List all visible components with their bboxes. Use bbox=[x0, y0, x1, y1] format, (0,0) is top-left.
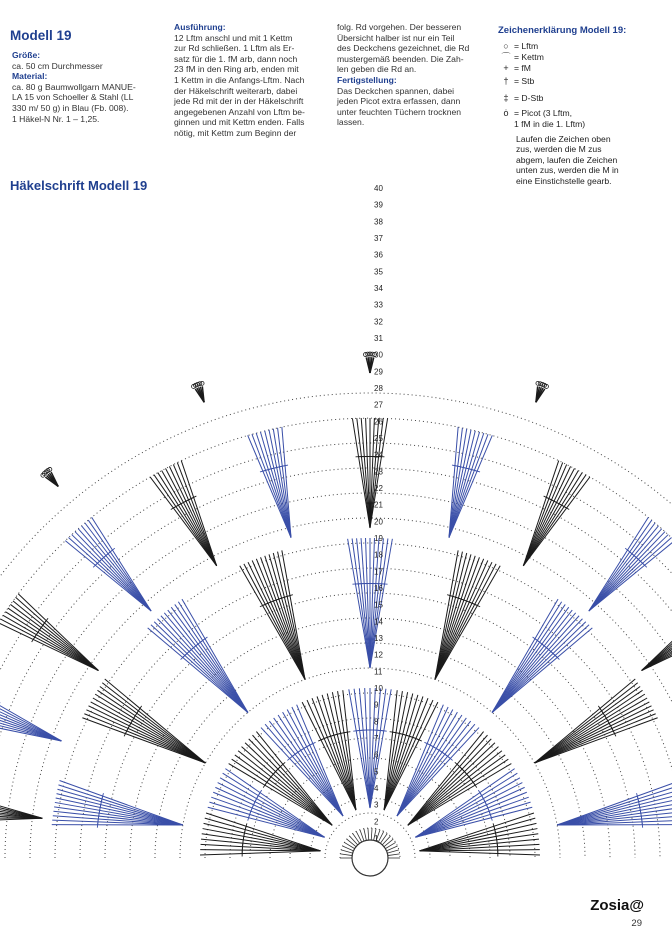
stitch-line bbox=[200, 851, 320, 855]
stitch-line bbox=[435, 553, 467, 679]
ring-stitch bbox=[347, 839, 356, 847]
ring-stitch bbox=[364, 829, 366, 841]
round-number: 20 bbox=[374, 517, 383, 527]
round-number: 6 bbox=[374, 750, 379, 760]
stitch-line bbox=[265, 556, 305, 680]
round-number: 33 bbox=[374, 300, 383, 310]
legend-note-line: unten zus, werden die M in bbox=[516, 165, 619, 176]
stitch-line bbox=[154, 622, 248, 713]
round-number: 2 bbox=[374, 817, 379, 827]
fertigstellung-line: jeden Picot extra erfassen, dann bbox=[337, 96, 461, 107]
stitch-line bbox=[589, 532, 665, 611]
ausfuehrung-line: nötig, mit Kettm zum Beginn der bbox=[174, 127, 297, 138]
chain-arc bbox=[0, 393, 672, 858]
legend-row bbox=[498, 63, 668, 74]
stitch-line bbox=[252, 560, 305, 679]
round-number: 8 bbox=[374, 717, 379, 727]
stitch-line bbox=[177, 462, 216, 565]
stitch-line bbox=[492, 604, 565, 712]
single-crochet-icon: + bbox=[503, 62, 509, 73]
stitch-line bbox=[173, 464, 216, 565]
stitch-line bbox=[154, 475, 217, 566]
ring-stitch bbox=[380, 833, 387, 843]
stitch-line bbox=[150, 477, 217, 566]
symbol-legend bbox=[498, 26, 668, 187]
stitch-line bbox=[283, 712, 343, 816]
stitch-line bbox=[408, 739, 491, 825]
stitch-line bbox=[182, 599, 248, 712]
stitch-line bbox=[158, 473, 217, 566]
stitch-crossbar bbox=[473, 783, 476, 788]
stitch-line bbox=[535, 690, 643, 763]
round-number: 40 bbox=[374, 184, 383, 193]
legend-label: = Picot (3 Lftm, bbox=[514, 107, 573, 118]
double-crochet-icon: † bbox=[503, 76, 509, 87]
round-number: 15 bbox=[374, 600, 383, 610]
stitch-line bbox=[492, 616, 579, 713]
stitch-line bbox=[65, 541, 151, 611]
round-number: 25 bbox=[374, 434, 383, 443]
stitch-line bbox=[523, 473, 582, 566]
round-number: 7 bbox=[374, 734, 379, 743]
ausfuehrung-line: 1 Kettm in die Anfangs-Lftm. Nach bbox=[174, 74, 305, 85]
stitch-line bbox=[72, 535, 151, 611]
stitch-line bbox=[419, 851, 539, 855]
stitch-line bbox=[557, 794, 672, 825]
continuation-column bbox=[337, 22, 489, 128]
round-number: 5 bbox=[374, 767, 379, 777]
stitch-line bbox=[361, 538, 370, 668]
stitch-line bbox=[523, 466, 570, 565]
round-number: 10 bbox=[374, 684, 383, 693]
stitch-line bbox=[359, 688, 370, 808]
legend-label: = D-Stb bbox=[514, 93, 544, 104]
chain-arc bbox=[340, 828, 400, 858]
stitch-line bbox=[408, 764, 512, 826]
ausfuehrung-line: zur Rd schließen. 1 Lftm als Er- bbox=[174, 43, 295, 54]
page-number: 29 bbox=[631, 918, 642, 929]
stitch-line bbox=[492, 613, 576, 713]
stitch-line bbox=[171, 607, 248, 712]
stitch-line bbox=[535, 702, 650, 763]
legend-label: 1 fM in die 1. Lftm) bbox=[514, 118, 586, 129]
ausfuehrung-heading: Ausführung: bbox=[174, 22, 226, 32]
legend-heading: Zeichenerklärung Modell 19: bbox=[498, 25, 627, 36]
continuation-line: mustergemäß beenden. Die Zah- bbox=[337, 53, 464, 64]
ausfuehrung-line: ginnen und mit Kettm enden. Falls bbox=[174, 117, 305, 128]
round-number: 37 bbox=[374, 234, 383, 243]
ring-stitch bbox=[340, 854, 352, 856]
round-number: 13 bbox=[374, 634, 383, 643]
ring-stitch bbox=[384, 839, 393, 847]
ring-stitch bbox=[353, 833, 360, 843]
stitch-line bbox=[84, 714, 205, 763]
round-number: 23 bbox=[374, 467, 383, 477]
stitch-crossbar bbox=[138, 706, 141, 711]
round-number: 22 bbox=[374, 484, 383, 493]
stitch-line bbox=[435, 560, 488, 679]
stitch-line bbox=[397, 728, 479, 816]
stitch-line bbox=[82, 526, 152, 611]
round-number: 27 bbox=[374, 400, 383, 410]
stitch-line bbox=[419, 834, 538, 851]
stitch-line bbox=[589, 535, 668, 611]
stitch-line bbox=[169, 466, 216, 565]
stitch-line bbox=[397, 721, 471, 816]
fertigstellung-line: unter feuchten Tüchern trocknen bbox=[337, 106, 462, 117]
stitch-line bbox=[151, 625, 248, 713]
stitch-crossbar bbox=[381, 730, 387, 731]
chain-arc bbox=[0, 418, 672, 858]
stitch-line bbox=[100, 687, 206, 763]
stitch-line bbox=[273, 429, 291, 538]
round-number: 29 bbox=[374, 367, 383, 377]
stitch-line bbox=[535, 683, 638, 763]
legend-note-line: abgem, laufen die Zeichen bbox=[516, 154, 618, 165]
chart-title: Häkelschrift Modell 19 bbox=[10, 178, 148, 193]
stitch-line bbox=[557, 807, 672, 825]
stitch-line bbox=[535, 698, 648, 763]
stitch-line bbox=[68, 538, 151, 611]
stitch-line bbox=[211, 797, 324, 837]
stitch-line bbox=[535, 687, 641, 763]
stitch-line bbox=[175, 604, 248, 712]
stitch-line bbox=[18, 594, 98, 671]
round-number: 17 bbox=[374, 567, 383, 577]
chain-arc bbox=[55, 543, 672, 858]
round-number: 32 bbox=[374, 317, 383, 327]
stitch-line bbox=[589, 523, 655, 611]
material-line: 1 Häkel-N Nr. 1 – 1,25. bbox=[12, 113, 100, 124]
continuation-line: folg. Rd vorgehen. Der besseren bbox=[337, 22, 462, 32]
round-number: 16 bbox=[374, 584, 383, 593]
chain-arc bbox=[325, 813, 415, 858]
ausfuehrung-line: jede Rd mit der in der Häkelschrift bbox=[174, 96, 304, 107]
stitch-line bbox=[5, 612, 98, 671]
stitch-line bbox=[168, 610, 248, 712]
chain-stitch-icon: ○ bbox=[503, 40, 509, 51]
stitch-line bbox=[535, 714, 656, 763]
stitch-line bbox=[449, 429, 467, 538]
stitch-line bbox=[244, 564, 305, 680]
legend-note-line: Laufen die Zeichen oben bbox=[516, 133, 611, 144]
ausfuehrung-line: 12 Lftm anschl und mit 1 Kettm bbox=[174, 32, 293, 43]
stitch-line bbox=[164, 613, 248, 713]
stitch-line bbox=[158, 619, 248, 713]
stitch-line bbox=[523, 477, 590, 566]
continuation-line: len geben die Rd an. bbox=[337, 64, 417, 75]
center-ring bbox=[352, 840, 388, 876]
legend-note-line: eine Einstichstelle gearb. bbox=[516, 175, 612, 186]
stitch-line bbox=[58, 785, 182, 825]
legend-row bbox=[498, 52, 668, 63]
stitch-line bbox=[88, 520, 151, 611]
round-number: 38 bbox=[374, 217, 383, 227]
stitch-line bbox=[523, 462, 562, 565]
round-number: 11 bbox=[374, 667, 383, 677]
round-number: 36 bbox=[374, 250, 383, 260]
legend-row bbox=[498, 41, 668, 52]
ausfuehrung-line: der Häkelschrift weiterarb, dabei bbox=[174, 85, 298, 96]
stitch-line bbox=[492, 625, 589, 713]
stitch-line bbox=[492, 602, 562, 713]
stitch-line bbox=[148, 628, 248, 713]
ausfuehrung-column bbox=[174, 22, 326, 139]
stitch-line bbox=[75, 532, 151, 611]
round-number: 1 bbox=[374, 834, 379, 843]
ring-stitch bbox=[350, 836, 358, 845]
stitch-line bbox=[492, 607, 569, 712]
size-text: ca. 50 cm Durchmesser bbox=[12, 60, 103, 71]
stitch-line bbox=[86, 710, 205, 763]
legend-note-line: zus, werden die M zus bbox=[516, 144, 602, 155]
material-heading: Material: bbox=[12, 71, 48, 82]
ring-stitch bbox=[371, 828, 372, 840]
stitch-line bbox=[0, 694, 61, 741]
size-material-column bbox=[12, 50, 162, 124]
legend-label: = Kettm bbox=[514, 51, 544, 62]
fertigstellung-heading: Fertigstellung: bbox=[337, 74, 397, 85]
ring-stitch bbox=[341, 850, 353, 853]
round-number: 34 bbox=[374, 284, 383, 293]
stitch-line bbox=[589, 517, 649, 611]
continuation-line: Übersicht halber ist nur ein Teil bbox=[337, 32, 455, 43]
stitch-line bbox=[589, 529, 662, 611]
stitch-line bbox=[492, 599, 558, 712]
stitch-line bbox=[492, 628, 592, 713]
stitch-crossbar bbox=[344, 732, 350, 733]
stitch-line bbox=[256, 433, 291, 538]
round-number: 3 bbox=[374, 800, 379, 810]
stitch-line bbox=[397, 712, 457, 816]
stitch-line bbox=[415, 778, 519, 837]
stitch-line bbox=[523, 475, 586, 566]
ring-stitch bbox=[368, 828, 369, 840]
ausfuehrung-line: 23 fM in den Ring arb, enden mit bbox=[174, 64, 299, 75]
stitch-line bbox=[435, 556, 475, 680]
legend-row bbox=[498, 108, 668, 119]
size-heading: Größe: bbox=[12, 50, 41, 60]
stitch-line bbox=[91, 702, 206, 763]
legend-row bbox=[498, 119, 668, 130]
fertigstellung-line: Das Deckchen spannen, dabei bbox=[337, 85, 455, 96]
stitch-line bbox=[85, 523, 151, 611]
stitch-line bbox=[589, 520, 652, 611]
stitch-crossbar bbox=[110, 548, 115, 552]
stitch-line bbox=[535, 710, 654, 763]
round-number: 4 bbox=[374, 784, 379, 793]
stitch-line bbox=[589, 538, 672, 611]
stitch-line bbox=[492, 610, 572, 712]
ausfuehrung-line: angegebenen Anzahl von Lftm be- bbox=[174, 106, 305, 117]
stitch-crossbar bbox=[258, 790, 261, 795]
ausfuehrung-line: satz für die 1. fM arb, dann noch bbox=[174, 53, 298, 64]
stitch-crossbar bbox=[564, 507, 569, 510]
stitch-line bbox=[102, 683, 205, 763]
round-number: 26 bbox=[374, 417, 383, 427]
stitch-line bbox=[161, 616, 248, 713]
stitch-line bbox=[261, 728, 343, 816]
round-number: 30 bbox=[374, 350, 383, 360]
continuation-line: des Deckchens gezeichnet, die Rd bbox=[337, 43, 470, 54]
stitch-line bbox=[449, 433, 484, 538]
round-number: 18 bbox=[374, 550, 383, 560]
round-number: 12 bbox=[374, 650, 383, 660]
ring-stitch bbox=[382, 836, 390, 845]
stitch-crossbar bbox=[203, 637, 208, 641]
stitch-line bbox=[557, 789, 672, 825]
material-line: 330 m/ 50 g) in Blau (Fb. 008). bbox=[12, 102, 129, 113]
stitch-line bbox=[92, 517, 152, 611]
ring-stitch bbox=[387, 850, 399, 853]
crochet-diagram bbox=[0, 175, 672, 898]
stitch-line bbox=[202, 834, 321, 851]
stitch-line bbox=[415, 797, 528, 837]
material-line: LA 15 von Schoeller & Stahl (LL bbox=[12, 92, 134, 103]
slip-stitch-icon: ⌒ bbox=[501, 51, 511, 62]
round-number: 31 bbox=[374, 334, 383, 343]
stitch-line bbox=[523, 464, 566, 565]
pattern-title: Modell 19 bbox=[10, 28, 72, 43]
fertigstellung-line: lassen. bbox=[337, 117, 365, 128]
picot-icon: ȯ bbox=[503, 107, 509, 118]
legend-row bbox=[498, 74, 668, 90]
stitch-line bbox=[220, 778, 324, 837]
round-number: 28 bbox=[374, 384, 383, 393]
stitch-line bbox=[178, 602, 248, 713]
author-watermark: Zosia@ bbox=[590, 897, 644, 914]
round-number: 9 bbox=[374, 700, 379, 710]
stitch-line bbox=[97, 690, 205, 763]
round-number: 21 bbox=[374, 500, 383, 510]
stitch-line bbox=[256, 559, 305, 680]
stitch-line bbox=[492, 622, 586, 713]
stitch-line bbox=[492, 619, 582, 713]
round-number: 14 bbox=[374, 617, 383, 627]
stitch-line bbox=[8, 608, 99, 670]
legend-label: = fM bbox=[514, 62, 531, 73]
stitch-crossbar bbox=[282, 465, 288, 466]
stitch-line bbox=[589, 526, 659, 611]
ring-stitch bbox=[388, 854, 400, 856]
round-number: 39 bbox=[374, 200, 383, 210]
stitch-line bbox=[78, 529, 151, 611]
legend-label: = Stb bbox=[514, 76, 535, 87]
stitch-line bbox=[269, 721, 343, 816]
treble-crochet-icon: ‡ bbox=[503, 93, 509, 104]
material-line: ca. 80 g Baumwollgarn MANUE- bbox=[12, 81, 136, 92]
round-number: 19 bbox=[374, 534, 383, 543]
stitch-line bbox=[249, 739, 332, 825]
stitch-line bbox=[3, 615, 98, 670]
legend-row bbox=[498, 90, 668, 108]
round-number: 35 bbox=[374, 267, 383, 277]
stitch-line bbox=[435, 564, 496, 680]
stitch-line bbox=[273, 553, 305, 679]
legend-label: = Lftm bbox=[514, 40, 539, 51]
stitch-line bbox=[10, 604, 98, 670]
stitch-line bbox=[361, 418, 370, 528]
stitch-crossbar bbox=[642, 822, 643, 828]
stitch-line bbox=[229, 764, 333, 826]
round-number: 24 bbox=[374, 450, 383, 460]
